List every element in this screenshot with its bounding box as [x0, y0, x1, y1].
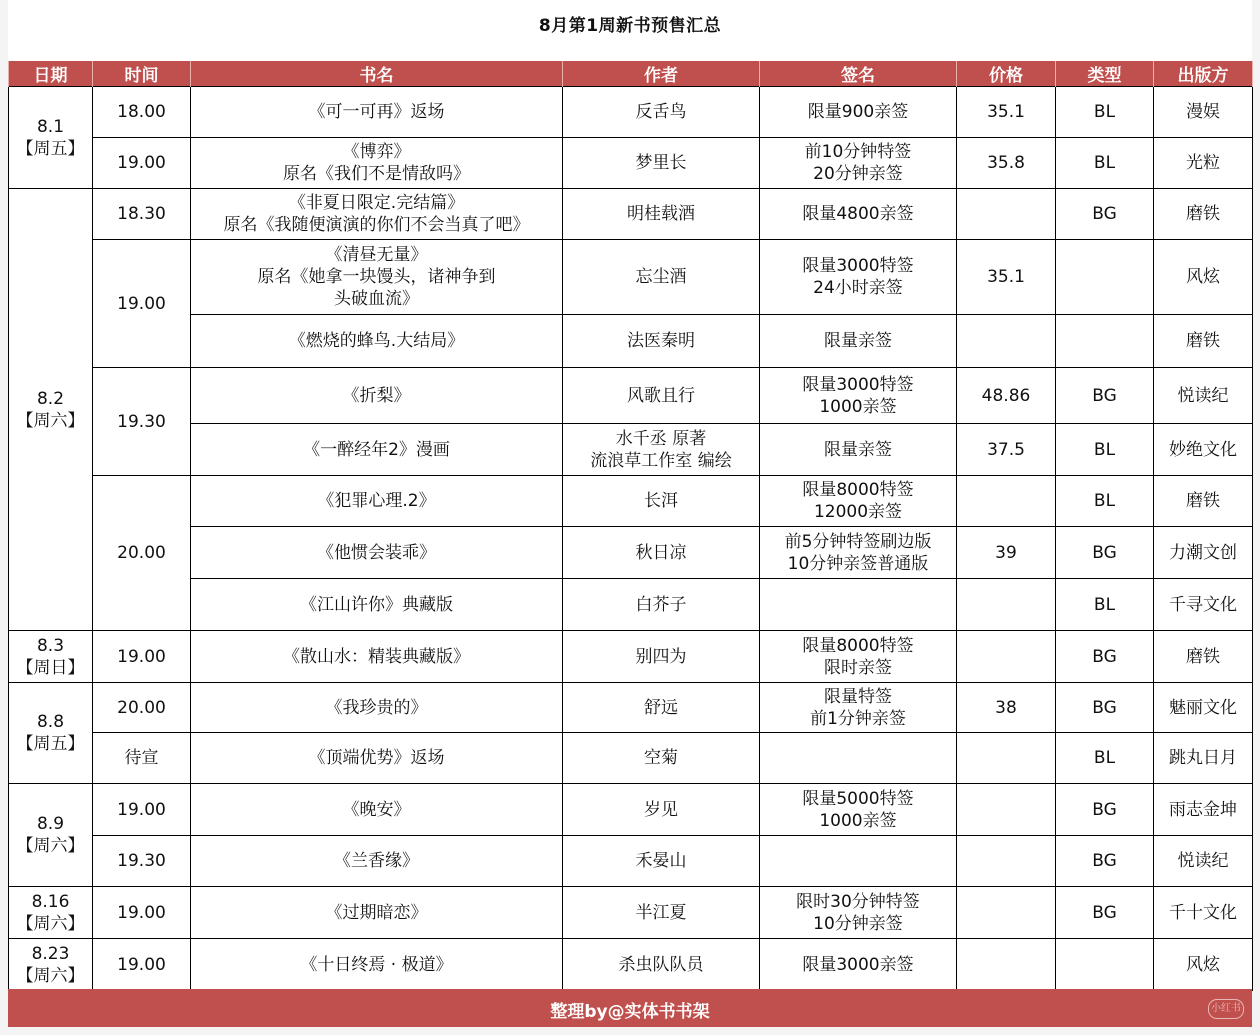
cell-price: 35.8: [957, 138, 1056, 189]
header-sign: 签名: [760, 61, 957, 87]
cell-type: BG: [1056, 189, 1154, 240]
table-row: [9, 476, 1253, 527]
cell-author: 反舌鸟: [563, 87, 760, 138]
table-row: [9, 189, 1253, 240]
footer-credit: 整理by@实体书书架: [8, 989, 1252, 1027]
cell-author: 别四为: [563, 631, 760, 683]
table-row: [9, 784, 1253, 836]
cell-type: BL: [1056, 733, 1154, 784]
cell-book: 《散山水：精装典藏版》: [191, 631, 563, 683]
cell-price: [957, 631, 1056, 683]
presale-table: [8, 61, 1253, 991]
cell-publisher: 漫娱: [1154, 87, 1253, 138]
cell-date: 8.23 【周六】: [9, 939, 93, 991]
table-row: [9, 138, 1253, 189]
cell-price: [957, 733, 1056, 784]
cell-time: 19.00: [93, 887, 191, 939]
header-publisher: 出版方: [1154, 61, 1253, 87]
cell-sign: 限量8000特签 12000亲签: [760, 476, 957, 527]
cell-price: 35.1: [957, 240, 1056, 315]
cell-type: BG: [1056, 368, 1154, 424]
cell-sign: 限量5000特签 1000亲签: [760, 784, 957, 836]
cell-author: 秋日凉: [563, 527, 760, 579]
cell-book: 《博弈》 原名《我们不是情敌吗》: [191, 138, 563, 189]
cell-sign: 限量亲签: [760, 424, 957, 476]
cell-book: 《顶端优势》返场: [191, 733, 563, 784]
cell-sign: 前5分钟特签刷边版 10分钟亲签普通版: [760, 527, 957, 579]
cell-time: 19.00: [93, 240, 191, 368]
cell-sign: [760, 733, 957, 784]
table-row: [9, 368, 1253, 424]
table-row: [9, 424, 1253, 476]
cell-book: 《折梨》: [191, 368, 563, 424]
cell-time: 19.30: [93, 836, 191, 887]
cell-price: [957, 939, 1056, 991]
cell-sign: 限量900亲签: [760, 87, 957, 138]
cell-sign: 前10分钟特签 20分钟亲签: [760, 138, 957, 189]
cell-author: 空菊: [563, 733, 760, 784]
cell-type: BG: [1056, 631, 1154, 683]
cell-book: 《十日终焉 · 极道》: [191, 939, 563, 991]
cell-book: 《犯罪心理.2》: [191, 476, 563, 527]
cell-book: 《晚安》: [191, 784, 563, 836]
cell-price: 48.86: [957, 368, 1056, 424]
table-row: [9, 527, 1253, 579]
cell-type: BG: [1056, 527, 1154, 579]
table-row: [9, 87, 1253, 138]
table-row: [9, 240, 1253, 315]
cell-book: 《清昼无量》 原名《她拿一块馒头，诸神争到 头破血流》: [191, 240, 563, 315]
cell-time: 待宣: [93, 733, 191, 784]
header-price: 价格: [957, 61, 1056, 87]
cell-time: 19.00: [93, 784, 191, 836]
cell-price: [957, 315, 1056, 368]
cell-type: BG: [1056, 784, 1154, 836]
cell-sign: 限量特签 前1分钟亲签: [760, 683, 957, 733]
header-row: [9, 61, 1253, 87]
cell-author: 岁见: [563, 784, 760, 836]
cell-type: [1056, 939, 1154, 991]
cell-book: 《江山许你》典藏版: [191, 579, 563, 631]
cell-publisher: 磨铁: [1154, 631, 1253, 683]
cell-author: 半江夏: [563, 887, 760, 939]
cell-book: 《过期暗恋》: [191, 887, 563, 939]
cell-publisher: 磨铁: [1154, 189, 1253, 240]
cell-time: 19.00: [93, 939, 191, 991]
cell-sign: 限量3000特签 1000亲签: [760, 368, 957, 424]
cell-book: 《燃烧的蜂鸟.大结局》: [191, 315, 563, 368]
cell-author: 梦里长: [563, 138, 760, 189]
cell-type: BL: [1056, 138, 1154, 189]
cell-price: 35.1: [957, 87, 1056, 138]
cell-time: 20.00: [93, 683, 191, 733]
cell-sign: [760, 579, 957, 631]
header-date: 日期: [9, 61, 93, 87]
table-row: [9, 836, 1253, 887]
cell-author: 杀虫队队员: [563, 939, 760, 991]
cell-book: 《我珍贵的》: [191, 683, 563, 733]
table-row: [9, 631, 1253, 683]
cell-publisher: 悦读纪: [1154, 836, 1253, 887]
cell-time: 18.30: [93, 189, 191, 240]
cell-author: 白芥子: [563, 579, 760, 631]
cell-price: [957, 476, 1056, 527]
page-title: 8月第1周新书预售汇总: [538, 16, 722, 36]
cell-sign: 限量8000特签 限时亲签: [760, 631, 957, 683]
cell-time: 19.30: [93, 368, 191, 476]
cell-price: [957, 836, 1056, 887]
cell-type: BL: [1056, 579, 1154, 631]
cell-publisher: 磨铁: [1154, 315, 1253, 368]
table-row: [9, 733, 1253, 784]
cell-publisher: 妙绝文化: [1154, 424, 1253, 476]
cell-time: 19.00: [93, 138, 191, 189]
header-type: 类型: [1056, 61, 1154, 87]
cell-price: [957, 579, 1056, 631]
cell-time: 20.00: [93, 476, 191, 631]
cell-sign: 限量亲签: [760, 315, 957, 368]
page: [8, 0, 1252, 1027]
cell-date: 8.8 【周五】: [9, 683, 93, 784]
cell-publisher: 千寻文化: [1154, 579, 1253, 631]
cell-book: 《可一可再》返场: [191, 87, 563, 138]
cell-book: 《非夏日限定.完结篇》 原名《我随便演演的你们不会当真了吧》: [191, 189, 563, 240]
cell-sign: 限时30分钟特签 10分钟亲签: [760, 887, 957, 939]
cell-publisher: 魅丽文化: [1154, 683, 1253, 733]
table-row: [9, 887, 1253, 939]
cell-sign: 限量3000特签 24小时亲签: [760, 240, 957, 315]
cell-date: 8.16 【周六】: [9, 887, 93, 939]
cell-publisher: 千十文化: [1154, 887, 1253, 939]
cell-author: 长洱: [563, 476, 760, 527]
cell-type: BG: [1056, 887, 1154, 939]
cell-publisher: 悦读纪: [1154, 368, 1253, 424]
cell-book: 《一醉经年2》漫画: [191, 424, 563, 476]
cell-type: BL: [1056, 476, 1154, 527]
table-row: [9, 939, 1253, 991]
cell-date: 8.9 【周六】: [9, 784, 93, 887]
cell-author: 忘尘酒: [563, 240, 760, 315]
cell-price: [957, 887, 1056, 939]
cell-price: 37.5: [957, 424, 1056, 476]
watermark-logo: 小红书: [1208, 999, 1244, 1019]
cell-publisher: 风炫: [1154, 240, 1253, 315]
cell-type: BG: [1056, 836, 1154, 887]
cell-publisher: 风炫: [1154, 939, 1253, 991]
cell-type: BL: [1056, 424, 1154, 476]
cell-book: 《兰香缘》: [191, 836, 563, 887]
cell-author: 禾晏山: [563, 836, 760, 887]
cell-date: 8.2 【周六】: [9, 189, 93, 631]
cell-publisher: 跳丸日月: [1154, 733, 1253, 784]
cell-time: 18.00: [93, 87, 191, 138]
header-book: 书名: [191, 61, 563, 87]
cell-publisher: 磨铁: [1154, 476, 1253, 527]
cell-date: 8.1 【周五】: [9, 87, 93, 189]
cell-author: 舒远: [563, 683, 760, 733]
cell-type: [1056, 315, 1154, 368]
cell-book: 《他惯会装乖》: [191, 527, 563, 579]
cell-publisher: 雨志金坤: [1154, 784, 1253, 836]
header-author: 作者: [563, 61, 760, 87]
cell-type: BG: [1056, 683, 1154, 733]
cell-sign: 限量4800亲签: [760, 189, 957, 240]
cell-sign: [760, 836, 957, 887]
cell-type: [1056, 240, 1154, 315]
cell-author: 风歌且行: [563, 368, 760, 424]
cell-type: BL: [1056, 87, 1154, 138]
header-time: 时间: [93, 61, 191, 87]
cell-price: 39: [957, 527, 1056, 579]
cell-date: 8.3 【周日】: [9, 631, 93, 683]
table-row: [9, 683, 1253, 733]
cell-publisher: 光粒: [1154, 138, 1253, 189]
cell-price: [957, 189, 1056, 240]
cell-price: [957, 784, 1056, 836]
cell-author: 水千丞 原著 流浪草工作室 编绘: [563, 424, 760, 476]
cell-publisher: 力潮文创: [1154, 527, 1253, 579]
table-row: [9, 579, 1253, 631]
cell-author: 法医秦明: [563, 315, 760, 368]
cell-time: 19.00: [93, 631, 191, 683]
cell-author: 明桂载酒: [563, 189, 760, 240]
table-row: [9, 315, 1253, 368]
cell-sign: 限量3000亲签: [760, 939, 957, 991]
cell-price: 38: [957, 683, 1056, 733]
table-body: [9, 87, 1253, 991]
